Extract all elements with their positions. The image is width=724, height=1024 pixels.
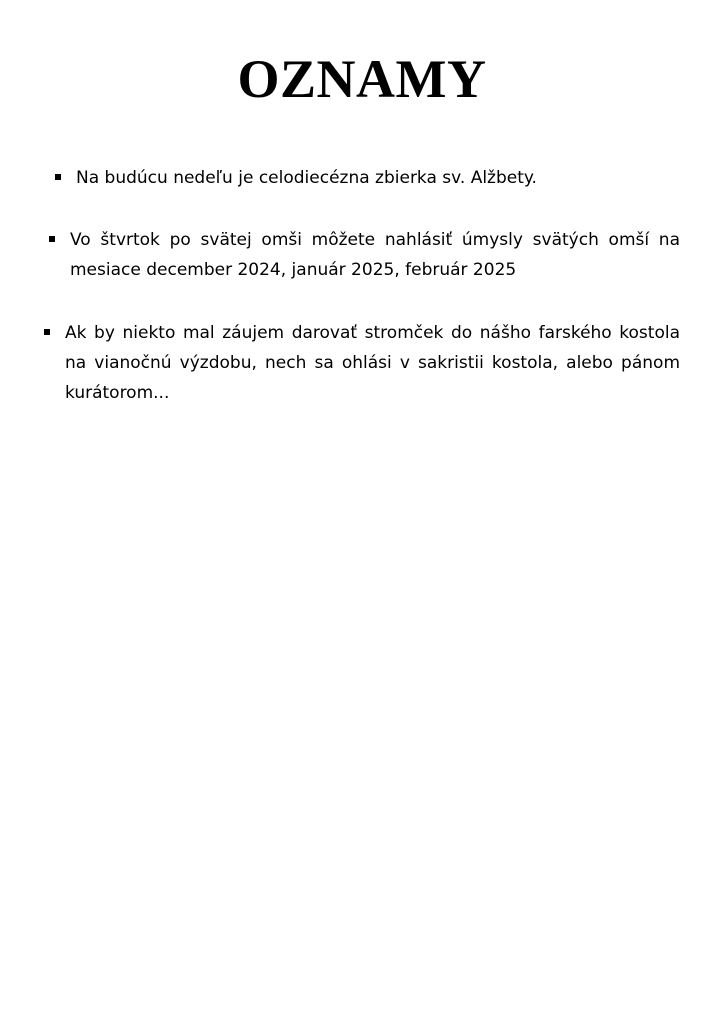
square-bullet-icon xyxy=(55,174,61,180)
announcement-item: Vo štvrtok po svätej omši môžete nahlásiť úmysly svätých omší na mesiace december 2024, január 2025, február 2025 xyxy=(70,230,680,280)
square-bullet-icon xyxy=(49,236,55,242)
page-title: OZNAMY xyxy=(237,49,487,109)
square-bullet-icon xyxy=(44,329,50,335)
announcement-item: Ak by niekto mal záujem darovať stromček do nášho farského kostola na vianočnú výzdobu, nech sa ohlási v sakristii kostola, alebo pánom kurátorom... xyxy=(65,323,680,403)
announcement-item: Na budúcu nedeľu je celodiecézna zbierka sv. Alžbety. xyxy=(76,168,537,188)
